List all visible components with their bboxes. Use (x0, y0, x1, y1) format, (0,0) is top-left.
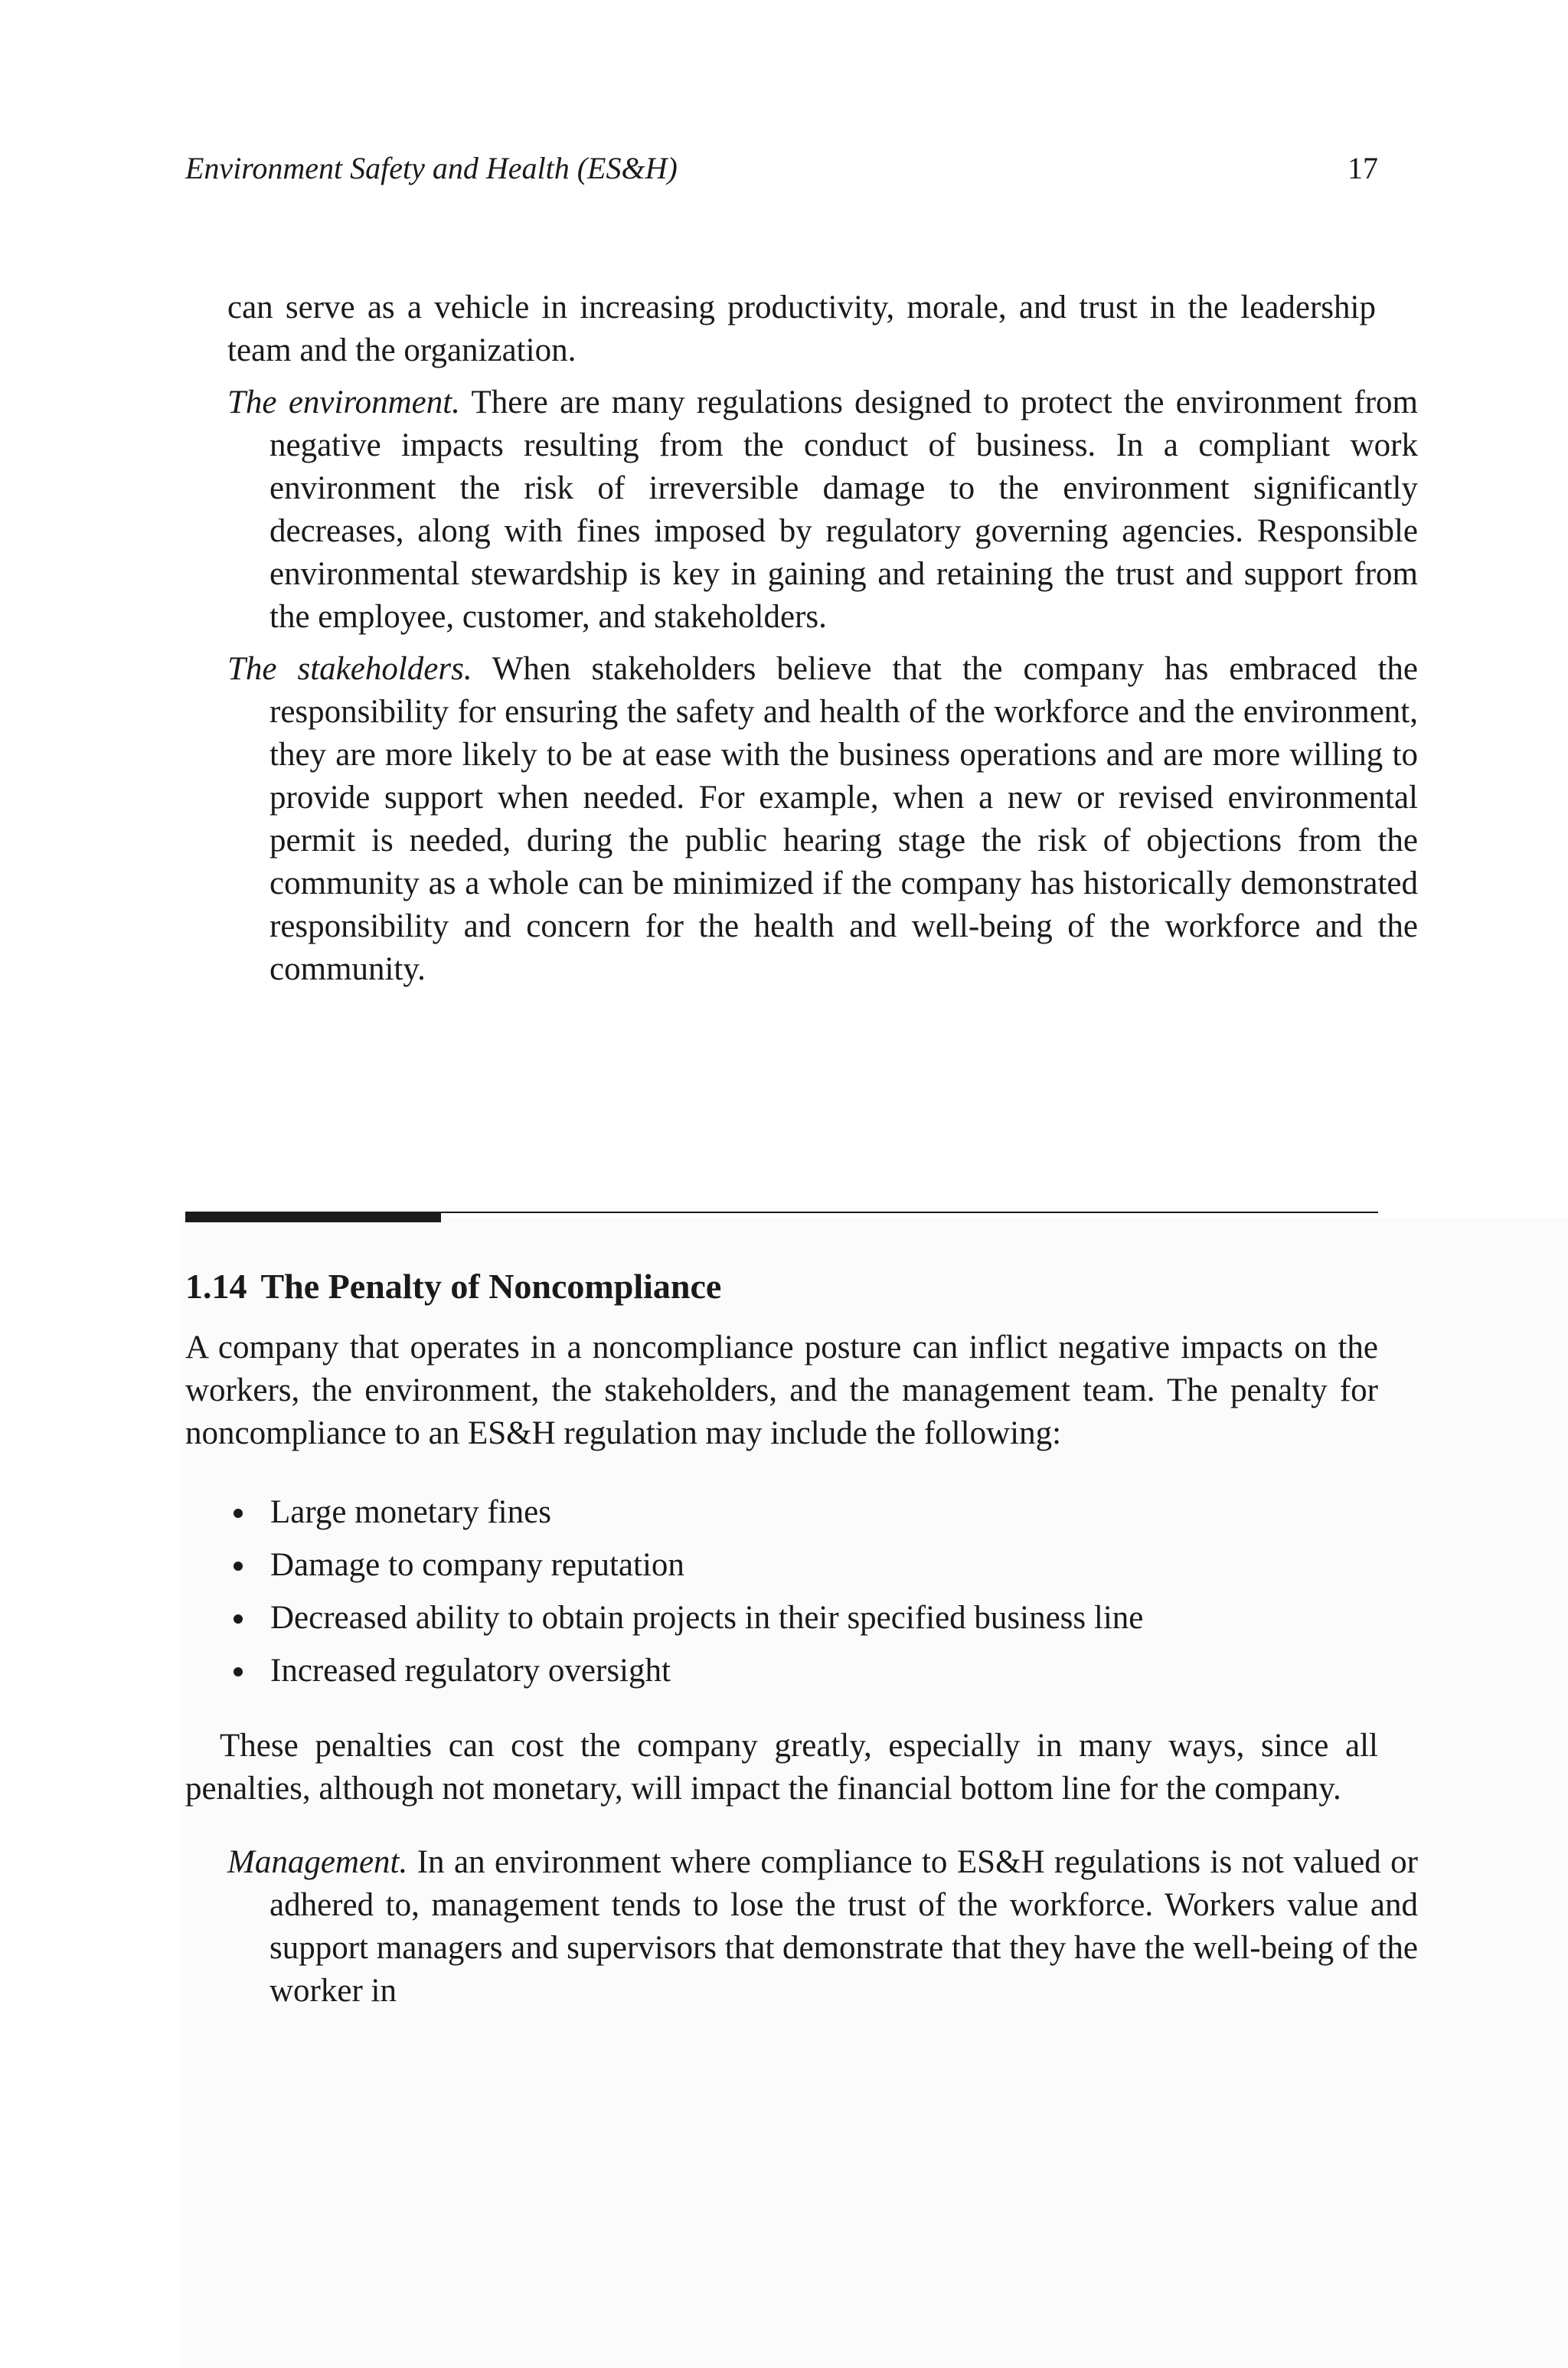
list-item: Damage to company reputation (185, 1539, 1378, 1591)
definition-term: The environment. (227, 384, 460, 420)
section-rule-thick (185, 1212, 441, 1222)
definition-text: There are many regulations designed to protect the environment from negative impacts resulting from the conduct of business. In a compliant work environment the risk of irreversible damage to the environment significantly decreases, along with fines imposed by regulatory governing agencies. Responsible environmental stewardship is key in gaining and retaining the trust and support from the employee, customer, and stakeholders. (270, 384, 1418, 635)
running-header (185, 146, 1378, 191)
list-item: Large monetary fines (185, 1486, 1378, 1539)
definition-term: The stakeholders. (227, 651, 472, 687)
bullet-icon (234, 1562, 243, 1571)
definition-text: When stakeholders believe that the company has embraced the responsibility for ensuring the safety and health of the workforce and the environment, they are more likely to be at ease with the business operations and are more willing to provide support when needed. For example, when a new or revised environmental permit is needed, during the public hearing stage the risk of objections from the community as a whole can be minimized if the company has historically demonstrated responsibility and concern for the health and well-being of the workforce and the community. (270, 651, 1418, 987)
list-item: Decreased ability to obtain projects in their specified business line (185, 1591, 1378, 1644)
bullet-icon (234, 1667, 243, 1676)
section-heading (185, 1264, 721, 1310)
definition-environment (227, 381, 1418, 639)
section-closing: These penalties can cost the company greatly, especially in many ways, since all penalties, although not monetary, will impact the financial bottom line for the company. (185, 1728, 1378, 1807)
section-rule (185, 1210, 1378, 1222)
continuation-paragraph: can serve as a vehicle in increasing productivity, morale, and trust in the leadership team and the organization. (227, 289, 1376, 368)
section-number: 1.14 (185, 1267, 247, 1306)
section-title: The Penalty of Noncompliance (260, 1267, 722, 1306)
penalty-list (185, 1486, 1378, 1697)
section-body (185, 1326, 1419, 2022)
section-intro: A company that operates in a noncompliance posture can inflict negative impacts on the workers, the environment, the stakeholders, and the management team. The penalty for noncompliance to an ES&H regulation may include the following: (185, 1330, 1378, 1451)
bullet-icon (234, 1509, 243, 1518)
bullet-icon (234, 1614, 243, 1624)
definition-term: Management. (227, 1844, 408, 1880)
definition-text: In an environment where compliance to ES&H regulations is not valued or adhered to, management tends to lose the trust of the workforce. Workers value and support managers and supervisors that demonstrate that they have the well-being of the worker in (270, 1844, 1419, 2009)
list-item: Increased regulatory oversight (185, 1644, 1378, 1697)
running-title: Environment Safety and Health (ES&H) (185, 151, 678, 185)
page-number: 17 (1348, 151, 1378, 185)
definition-stakeholders (227, 648, 1418, 991)
top-text-block (185, 286, 1418, 1000)
definition-management (227, 1841, 1418, 2013)
